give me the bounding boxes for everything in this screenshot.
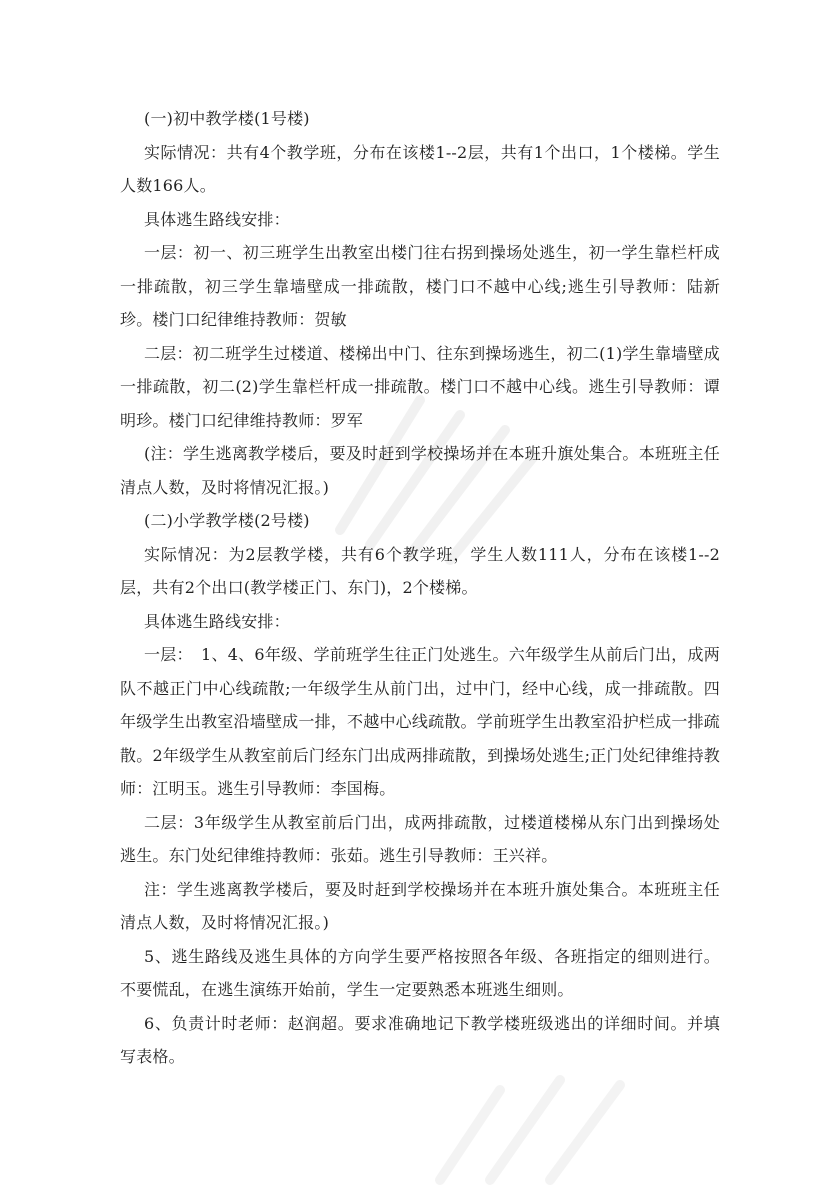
paragraph-item-six: 6、负责计时老师：赵润超。要求准确地记下教学楼班级逃出的详细时间。并填写表格。 [120,1013,720,1066]
paragraph-junior-note: (注：学生逃离教学楼后，要及时赶到学校操场并在本班升旗处集合。本班班主任清点人数，及时将情况汇报。) [120,444,720,497]
paragraph-primary-floor-two: 二层：3年级学生从教室前后门出，成两排疏散，过楼道楼梯从东门出到操场处逃生。东门处纪律维持教师：张茹。逃生引导教师：王兴祥。 [120,812,720,865]
section-heading-primary-building: (二)小学教学楼(2号楼) [144,511,310,530]
paragraph-primary-floor-one: 一层： 1、4、6年级、学前班学生往正门处逃生。六年级学生从前后门出，成两队不越正门中心线疏散;一年级学生从前门出，过中门，经中心线，成一排疏散。四年级学生出教室沿墙壁成一排，不越中心线疏散。学前班学生出教室沿护栏成一排疏散。2年级学生从教室前后门经东门出成两排疏散，到操场处逃生;正门处纪律维持教师：江明玉。逃生引导教师：李国梅。 [120,645,720,798]
paragraph-junior-actual-situation: 实际情况：共有4个教学班，分布在该楼1--2层，共有1个出口，1个楼梯。学生人数166人。 [120,142,720,195]
paragraph-primary-route-heading: 具体逃生路线安排： [144,611,290,631]
paragraph-junior-floor-one: 一层：初一、初三班学生出教室出楼门往右拐到操场处逃生，初一学生靠栏杆成一排疏散，初三学生靠墙壁成一排疏散，楼门口不越中心线;逃生引导教师：陆新珍。楼门口纪律维持教师：贺敏 [120,243,720,329]
paragraph-primary-actual-situation: 实际情况：为2层教学楼，共有6个教学班，学生人数111人，分布在该楼1--2层，共有2个出口(教学楼正门、东门)，2个楼梯。 [120,544,720,597]
paragraph-junior-floor-two: 二层：初二班学生过楼道、楼梯出中门、往东到操场逃生，初二(1)学生靠墙壁成一排疏散，初二(2)学生靠栏杆成一排疏散。楼门口不越中心线。逃生引导教师：谭明珍。楼门口纪律维持教师：罗军 [120,343,720,430]
paragraph-junior-route-heading: 具体逃生路线安排： [144,209,290,229]
document-body [120,102,720,1074]
section-heading-junior-building: (一)初中教学楼(1号楼) [144,109,310,128]
paragraph-primary-note: 注：学生逃离教学楼后，要及时赶到学校操场并在本班升旗处集合。本班班主任清点人数，及时将情况汇报。) [120,879,720,932]
paragraph-item-five: 5、逃生路线及逃生具体的方向学生要严格按照各年级、各班指定的细则进行。不要慌乱，在逃生演练开始前，学生一定要熟悉本班逃生细则。 [120,946,720,999]
